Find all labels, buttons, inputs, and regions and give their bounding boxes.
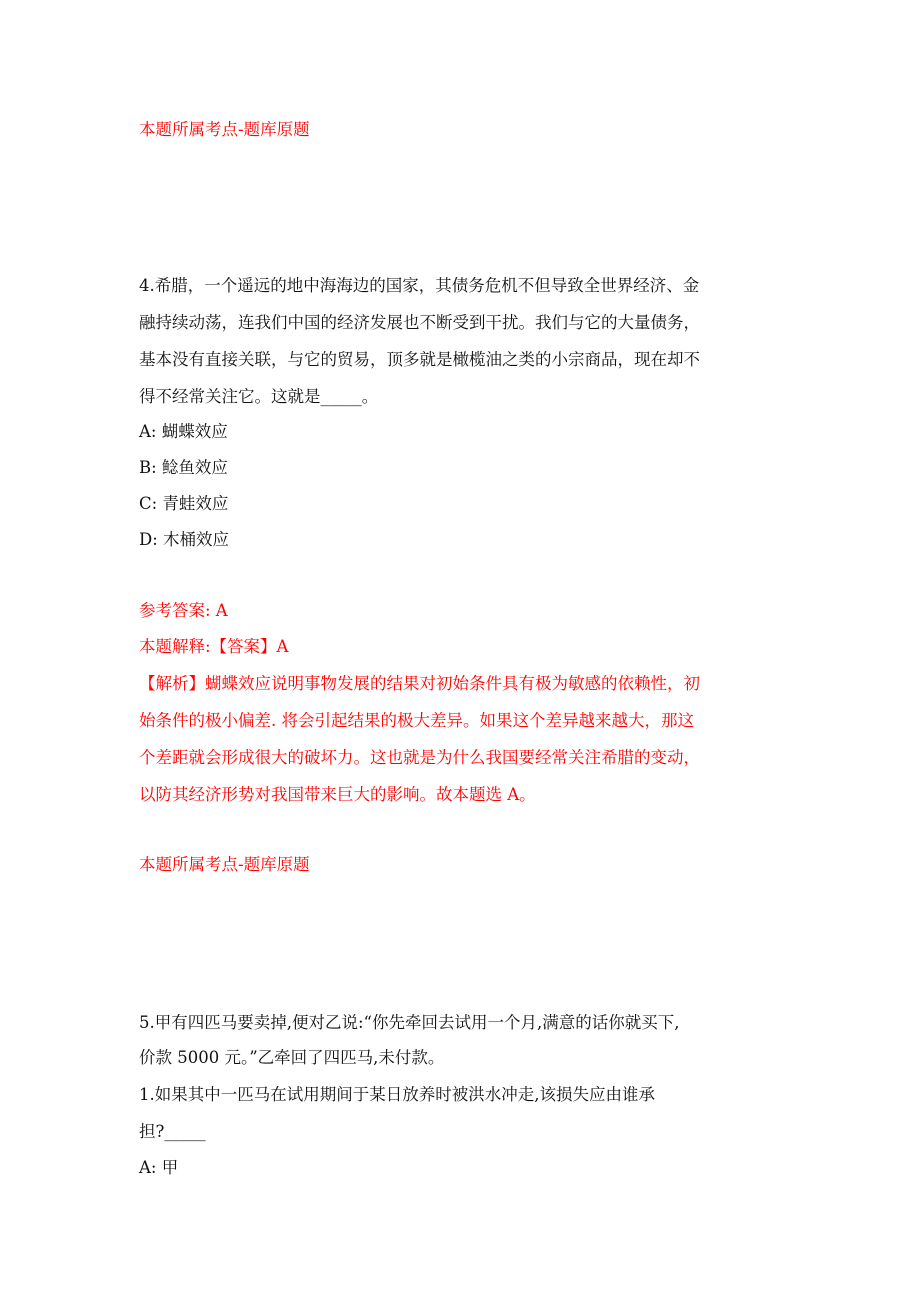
q4-stem-line: 得不经常关注它。这就是_____。 (139, 387, 379, 406)
q4-answer: 参考答案: A (139, 601, 228, 620)
q5-stem-line: 5.甲有四匹马要卖掉,便对乙说:“你先牵回去试用一个月,满意的话你就买下, (139, 1013, 680, 1032)
q4-topic-tag: 本题所属考点-题库原题 (139, 855, 310, 874)
q4-stem-line: 基本没有直接关联，与它的贸易，顶多就是橄榄油之类的小宗商品，现在却不 (139, 350, 700, 369)
top-topic-tag: 本题所属考点-题库原题 (139, 120, 310, 139)
q4-explanation-title: 本题解释:【答案】A (139, 637, 289, 656)
q4-option-a: A: 蝴蝶效应 (139, 422, 228, 441)
q5-stem-line: 1.如果其中一匹马在试用期间于某日放养时被洪水冲走,该损失应由谁承 (139, 1085, 655, 1104)
q5-stem-line: 价款 5000 元。”乙牵回了四匹马,未付款。 (139, 1048, 445, 1067)
q4-explanation-line: 个差距就会形成很大的破坏力。这也就是为什么我国要经常关注希腊的变动， (139, 748, 700, 767)
q5-stem-line: 担?_____ (139, 1122, 206, 1141)
q4-explanation-line: 始条件的极小偏差. 将会引起结果的极大差异。如果这个差异越来越大，那这 (139, 711, 694, 730)
q4-stem-line: 融持续动荡，连我们中国的经济发展也不断受到干扰。我们与它的大量债务， (139, 313, 700, 332)
q4-option-b: B: 鲶鱼效应 (139, 458, 228, 477)
q4-stem-line: 4.希腊，一个遥远的地中海海边的国家，其债务危机不但导致全世界经济、金 (139, 276, 700, 295)
q4-option-c: C: 青蛙效应 (139, 494, 229, 513)
q4-explanation-line: 以防其经济形势对我国带来巨大的影响。故本题选 A。 (139, 785, 536, 804)
q4-option-d: D: 木桶效应 (139, 530, 230, 549)
q5-option-a: A: 甲 (139, 1158, 179, 1177)
q4-explanation-line: 【解析】蝴蝶效应说明事物发展的结果对初始条件具有极为敏感的依赖性，初 (139, 674, 700, 693)
